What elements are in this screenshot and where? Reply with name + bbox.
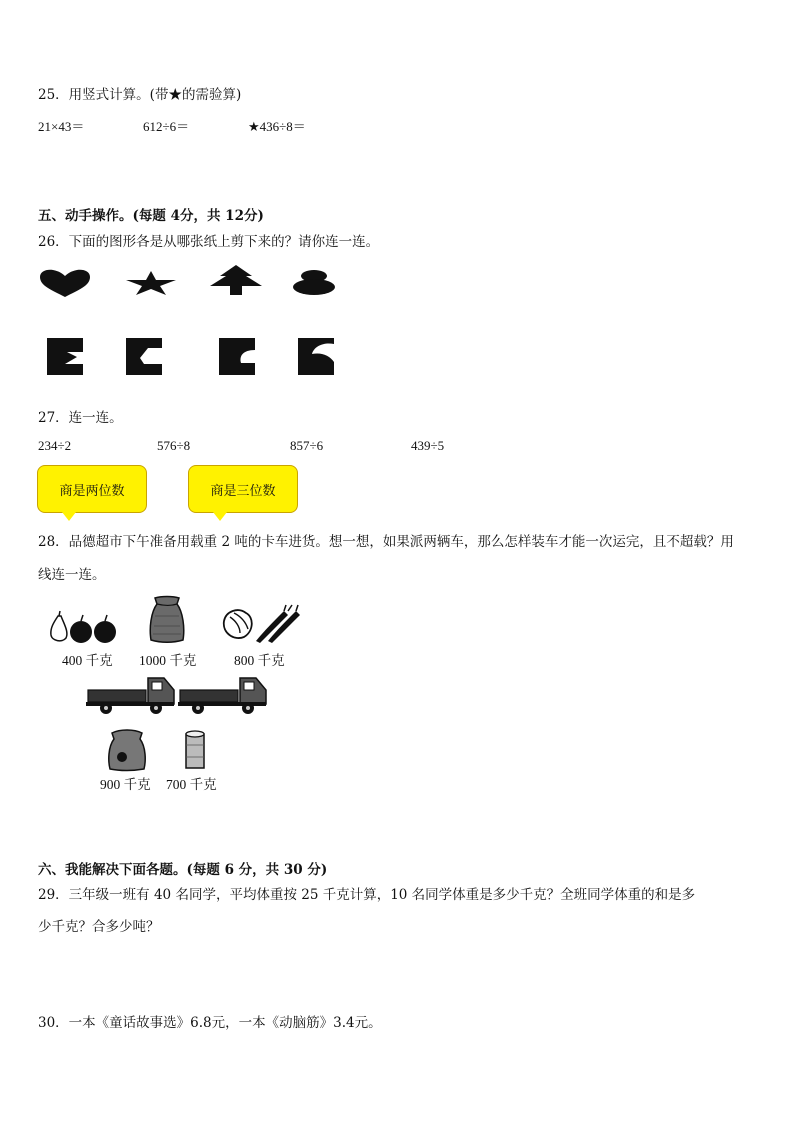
star-shape-icon	[125, 270, 177, 296]
q29-line-1: 29．三年级一班有 40 名同学，平均体重按 25 千克计算，10 名同学体重是多少千克？全班同学体重的和是多	[38, 887, 696, 903]
truck-2-icon	[178, 674, 268, 716]
paper-piece-1-icon	[47, 338, 83, 375]
q25-expr-1: 21×43＝	[38, 119, 85, 134]
q25-expr-3: ★436÷8＝	[248, 119, 306, 134]
paper-piece-2-icon	[126, 338, 162, 375]
paper-piece-3-icon	[219, 338, 255, 375]
q27-expr-1: 234÷2	[38, 438, 72, 453]
bubble-three-digit-label: 商是三位数	[210, 483, 276, 499]
q28-line-1: 28．品德超市下午准备用载重 2 吨的卡车进货。想一想，如果派两辆车，那么怎样装车才能一次运完，且不超载？用	[38, 534, 734, 550]
q30-title: 30．一本《童话故事选》6.8元，一本《动脑筋》3.4元。	[38, 1015, 382, 1031]
hat-shape-icon	[292, 268, 336, 296]
section-6-title: 六、我能解决下面各题。(每题 6 分，共 30 分)	[38, 862, 328, 878]
q27-expr-4: 439÷5	[411, 438, 445, 453]
sack-icon	[147, 594, 187, 644]
paper-piece-4-icon	[298, 338, 334, 375]
q26-title: 26．下面的图形各是从哪张纸上剪下来的？请你连一连。	[38, 234, 380, 250]
barrel-icon	[184, 731, 206, 771]
bag-icon	[106, 727, 148, 771]
tree-shape-icon	[208, 264, 264, 296]
fruit-icon	[46, 610, 118, 644]
item-label-sack: 1000 千克	[139, 653, 197, 668]
vegetables-icon	[220, 603, 302, 643]
bubble-two-digit-label: 商是两位数	[59, 483, 125, 499]
bubble-three-digit-quotient[interactable]	[188, 465, 298, 513]
q29-line-2: 少千克？合多少吨？	[38, 919, 160, 935]
q27-expr-2: 576÷8	[157, 438, 191, 453]
truck-1-icon	[86, 674, 176, 716]
item-label-vegetables: 800 千克	[234, 653, 285, 668]
section-5-title: 五、动手操作。(每题 4分，共 12分)	[38, 208, 264, 224]
item-label-barrel: 700 千克	[166, 777, 217, 792]
q27-expr-3: 857÷6	[290, 438, 324, 453]
q27-title: 27．连一连。	[38, 410, 123, 426]
item-label-bag: 900 千克	[100, 777, 151, 792]
q25-title: 25．用竖式计算。(带★的需验算)	[38, 87, 242, 103]
heart-shape-icon	[38, 268, 92, 298]
q28-line-2: 线连一连。	[38, 567, 106, 583]
q25-expr-2: 612÷6＝	[143, 119, 190, 134]
item-label-fruit: 400 千克	[62, 653, 113, 668]
bubble-two-digit-quotient[interactable]	[37, 465, 147, 513]
